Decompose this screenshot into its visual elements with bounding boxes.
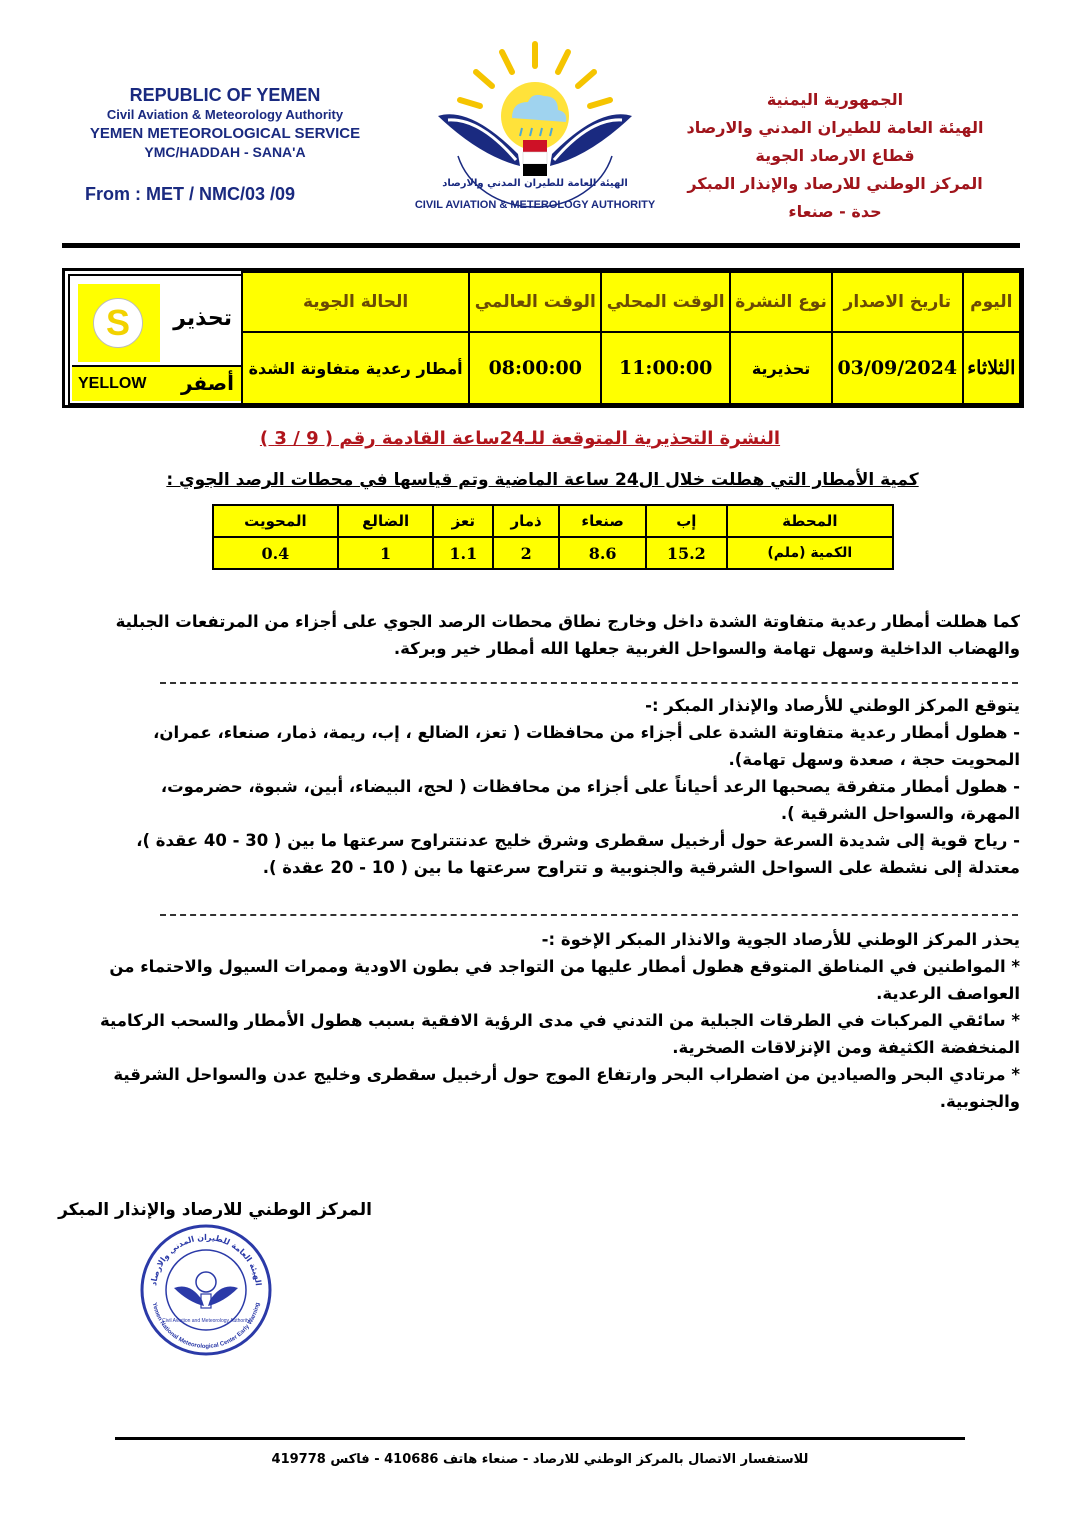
- observed-rain-paragraph: [80, 608, 1020, 662]
- value-day: الثلاثاء: [963, 332, 1020, 404]
- republic-title-ar: الجمهورية اليمنية: [766, 90, 904, 109]
- bulletin-title: النشرة التحذيرية المتوقعة للـ24ساعة القادمة رقم ( 9 / 3 ): [259, 428, 781, 449]
- level-en: YELLOW: [78, 375, 147, 392]
- stamp-en-text: Civil Aviation and Meteorology Authority: [162, 1318, 250, 1324]
- header-bulletin-type: نوع النشرة: [730, 272, 832, 332]
- value-local-time: 11:00:00: [601, 332, 730, 404]
- logo-arabic-text: الهيئة العامة للطيران المدني والارصاد: [442, 178, 628, 189]
- stamp-logo-icon: [174, 1272, 238, 1308]
- s-warning-icon: S: [93, 298, 143, 348]
- authority-name-ar: الهيئة العامة للطيران المدني والارصاد: [686, 118, 984, 137]
- address-en: YMC/HADDAH - SANA'A: [144, 144, 306, 160]
- forecast-line: - هطول أمطار متفرقة يصحبها الرعد أحياناً على أجزاء من محافظات ( لحج، البيضاء، أبين، شبوة، حضرموت،: [160, 777, 1020, 796]
- level-ar: أصفر: [180, 371, 234, 395]
- amount-label: الكمية (ملم): [727, 537, 893, 569]
- warning-badge: [78, 284, 160, 362]
- value-weather-state: أمطار رعدية متفاوتة الشدة: [242, 332, 469, 404]
- warning-info-grid: [241, 271, 1021, 405]
- stamp-bottom-text: Yemen National Meteorological Center Early Warning: [150, 1302, 262, 1351]
- rainfall-table: [212, 504, 894, 570]
- value-issue-date: 03/09/2024: [832, 332, 963, 404]
- rain-amount: 15.2: [646, 537, 727, 569]
- value-utc-time: 08:00:00: [469, 332, 601, 404]
- center-name-ar: المركز الوطني للارصاد والإنذار المبكر: [687, 174, 983, 193]
- authority-logo: [414, 36, 656, 231]
- rain-amount: 8.6: [559, 537, 646, 569]
- section-divider: [160, 682, 1018, 684]
- forecast-line: معتدلة إلى نشطة على السواحل الشرقية والجنوبية و تتراوح سرعتها ما بين ( 10 - 20 عقدة ).: [262, 858, 1020, 877]
- english-header: [60, 86, 390, 162]
- rain-amount: 1: [338, 537, 434, 569]
- footer-divider: [115, 1437, 965, 1440]
- advisory-line: المنخفضة الكثيفة ومن الإنزلاقات الصخرية.: [672, 1038, 1020, 1057]
- advisory-section: [80, 926, 1020, 1115]
- from-reference: From : MET / NMC/03 /09: [85, 184, 296, 204]
- advisory-line: * مرتادي البحر والصيادين من اضطراب البحر وارتفاع الموج حول أرخبيل سقطرى وخليج عدن والسواحل الشرقية: [113, 1065, 1020, 1084]
- station-name: صنعاء: [559, 505, 646, 537]
- header-local-time: الوقت المحلي: [601, 272, 730, 332]
- signature-block: المركز الوطني للارصاد والإنذار المبكر: [58, 1200, 372, 1220]
- forecast-line: المحويت حجة ، صعدة وسهل تهامة).: [728, 750, 1020, 769]
- warning-label: تحذير: [173, 306, 232, 331]
- station-name: المحويت: [213, 505, 338, 537]
- station-name: إب: [646, 505, 727, 537]
- rain-amount: 2: [493, 537, 559, 569]
- authority-name-en: Civil Aviation & Meteorology Authority: [106, 107, 344, 122]
- republic-title: REPUBLIC OF YEMEN: [129, 85, 321, 105]
- warning-table: [62, 268, 1024, 408]
- yemen-flag-shield-icon: [523, 140, 547, 176]
- warning-level-box: [68, 274, 246, 405]
- value-bulletin-type: تحذيرية: [730, 332, 832, 404]
- rain-amount: 0.4: [213, 537, 338, 569]
- official-stamp: [138, 1222, 274, 1358]
- contact-footer: للاستفسار الاتصال بالمركز الوطني للارصاد - صنعاء هاتف 410686 - فاكس 419778: [271, 1452, 809, 1467]
- sector-name-ar: قطاع الارصاد الجوية: [755, 146, 915, 165]
- advisory-heading: يحذر المركز الوطني للأرصاد الجوية والانذار المبكر الإخوة :-: [541, 930, 1020, 949]
- rain-amount: 1.1: [433, 537, 493, 569]
- station-name: الضالع: [338, 505, 434, 537]
- advisory-line: * المواطنين في المناطق المتوقع هطول أمطار عليها من التواجد في بطون الاودية وممرات السيول والاحتماء من: [109, 957, 1020, 976]
- service-name-en: YEMEN METEOROLOGICAL SERVICE: [89, 125, 361, 142]
- forecast-line: - هطول أمطار رعدية متفاوتة الشدة على أجزاء من محافظات ( تعز، الضالع ، إب، ريمة، ذمار، صنعاء، عمران،: [153, 723, 1020, 742]
- warning-level-strip: [72, 365, 242, 401]
- header-day: اليوم: [963, 272, 1020, 332]
- advisory-line: العواصف الرعدية.: [876, 984, 1020, 1003]
- forecast-section: [80, 692, 1020, 881]
- station-name: ذمار: [493, 505, 559, 537]
- section-divider: [160, 914, 1018, 916]
- header-weather-state: الحالة الجوية: [242, 272, 469, 332]
- logo-ring-text: CIVIL AVIATION & METEROLOGY AUTHORITY: [414, 199, 656, 211]
- forecast-heading: يتوقع المركز الوطني للأرصاد والإنذار المبكر :-: [645, 696, 1020, 715]
- station-name: تعز: [433, 505, 493, 537]
- address-ar: حدة - صنعاء: [788, 202, 882, 221]
- forecast-line: - رياح قوية إلى شديدة السرعة حول أرخبيل سقطرى وشرق خليج عدنتتراوح سرعتها ما بين ( 30 - 40 عقدة )،: [136, 831, 1020, 850]
- paragraph-line: كما هطلت أمطار رعدية متفاوتة الشدة داخل وخارج نطاق محطات الرصد الجوي على أجزاء من المرتفعات الجبلية: [115, 612, 1020, 631]
- arabic-header: [665, 86, 1005, 226]
- advisory-line: * سائقي المركبات في الطرقات الجبلية من التدني في مدى الرؤية الافقية بسبب هطول الأمطار والسحب الركامية: [99, 1011, 1020, 1030]
- paragraph-line: والهضاب الداخلية وسهل تهامة والسواحل الغربية جعلها الله أمطار خير وبركة.: [393, 639, 1020, 658]
- station-label: المحطة: [727, 505, 893, 537]
- header-utc-time: الوقت العالمي: [469, 272, 601, 332]
- header-divider: [62, 243, 1020, 248]
- stamp-top-text: الهيئة العامة للطيران المدني والارصاد: [149, 1232, 263, 1287]
- advisory-line: والجنوبية.: [939, 1092, 1020, 1111]
- forecast-line: المهرة، والسواحل الشرقية ).: [780, 804, 1020, 823]
- header-issue-date: تاريخ الاصدار: [832, 272, 963, 332]
- rainfall-title: كمية الأمطار التي هطلت خلال ال24 ساعة الماضية وتم قياسها في محطات الرصد الجوي :: [166, 470, 919, 490]
